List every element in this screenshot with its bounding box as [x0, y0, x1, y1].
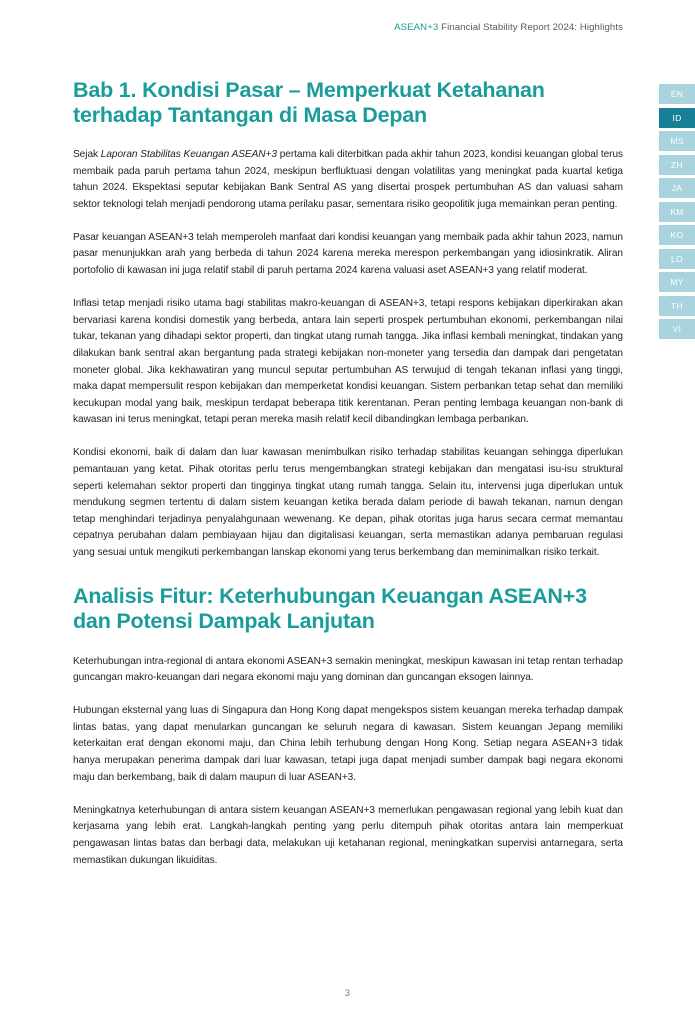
language-tab-ja[interactable]: JA [659, 178, 695, 198]
language-tab-ms[interactable]: MS [659, 131, 695, 151]
language-tabs [659, 84, 695, 339]
section2-paragraph-3: Meningkatnya keterhubungan di antara sistem keuangan ASEAN+3 memerlukan pengawasan regional yang lebih kuat dan kerjasama yang lebih erat. Langkah-langkah penting yang perlu ditempuh pihak otoritas antara lain memperkuat pengawasan lintas batas dan berbagi data, melakukan uji ketahanan regional, meningkatkan supervisi antarnegara, serta memastikan dukungan likuiditas. [73, 804, 623, 866]
section2-paragraph-1: Keterhubungan intra-regional di antara ekonomi ASEAN+3 semakin meningkat, meskipun kawasan ini tetap rentan terhadap guncangan makro-keuangan dari negara ekonomi maju yang dominan dan guncangan eksogen lainnya. [73, 655, 623, 684]
language-tab-lo[interactable]: LO [659, 249, 695, 269]
header-brand: ASEAN+3 [394, 22, 439, 33]
report-title-italic: Laporan Stabilitas Keuangan ASEAN+3 [100, 149, 277, 160]
section1-paragraph-1 [73, 147, 623, 213]
section2-title: Analisis Fitur: Keterhubungan Keuangan ASEAN+3 dan Potensi Dampak Lanjutan [73, 583, 587, 633]
paragraph-lead: Sejak [73, 149, 101, 160]
language-tab-th[interactable]: TH [659, 296, 695, 316]
section1-title: Bab 1. Kondisi Pasar – Memperkuat Ketahanan terhadap Tantangan di Masa Depan [73, 78, 545, 127]
section1-paragraph-2: Pasar keuangan ASEAN+3 telah memperoleh manfaat dari kondisi keuangan yang membaik pada akhir tahun 2023, namun pasar menunjukkan arah yang berbeda di tahun 2024 karena mereka merespon perkembangan yang idiosinkratik. Aliran portofolio di kawasan ini juga relatif stabil di paruh pertama 2024 karena valuasi aset ASEAN+3 yang relatif moderat. [73, 231, 623, 277]
language-tab-km[interactable]: KM [659, 202, 695, 222]
language-tab-ko[interactable]: KO [659, 225, 695, 245]
language-tab-id[interactable]: ID [659, 108, 695, 128]
language-tab-vi[interactable]: VI [659, 319, 695, 339]
running-header [394, 22, 623, 33]
section1-paragraph-3: Inflasi tetap menjadi risiko utama bagi stabilitas makro-keuangan di ASEAN+3, tetapi respons kebijakan diperkirakan akan bervariasi karena kondisi domestik yang berbeda, antara lain seperti prospek pertumbuhan ekonomi, perkembangan nilai tukar, tekanan yang dihadapi sektor properti, dan tingkat utang rumah tangga. Jika inflasi kembali meningkat, tindakan yang dilakukan bank sentral akan bergantung pada strategi kebijakan non-moneter yang tersedia dan dampak dari pengetatan moneter global. Jika kekhawatiran yang muncul seputar pertumbuhan AS terwujud di tengah tekanan inflasi yang tinggi, maka dapat mempersulit respon kebijakan dan memperketat kondisi keuangan. Sistem perbankan tetap sehat dan memiliki kecukupan modal yang baik, meskipun terdapat beberapa titik kerentanan. Peran penting lembaga keuangan non-bank di kawasan ini terus meningkat, tetapi peran mereka masih relatif kecil dibandingkan lembaga perbankan. [73, 298, 623, 426]
section2-paragraph-2: Hubungan eksternal yang luas di Singapura dan Hong Kong dapat mengekspos sistem keuangan mereka terhadap dampak lintas batas, yang dapat menularkan guncangan ke seluruh negara di kawasan. Sistem keuangan Jepang memiliki keterkaitan erat dengan ekonomi maju, dan China lebih terhubung dengan Hong Kong. Setiap negara ASEAN+3 tidak hanya merupakan penerima dampak dari luar kawasan, tetapi juga dapat menjadi sumber dampak bagi negara ekonomi maju dan berkembang, baik di dalam maupun di luar ASEAN+3. [73, 705, 623, 783]
paragraph-rest: pertama kali diterbitkan pada akhir tahun 2023, kondisi keuangan global terus membaik pada paruh pertama tahun 2024, meskipun berfluktuasi dengan volatilitas yang meningkat pada kuartal ketiga tahun 2024. Ekspektasi seputar kebijakan Bank Sentral AS yang disertai prospek pertumbuhan AS dan valuasi saham sektor teknologi telah menjadi pendorong utama perilaku pasar, sementara risiko geopolitik juga memainkan peran penting. [73, 149, 624, 210]
section1-paragraph-4: Kondisi ekonomi, baik di dalam dan luar kawasan menimbulkan risiko terhadap stabilitas keuangan sehingga diperlukan pemantauan yang ketat. Pihak otoritas perlu terus mengembangkan strategi kebijakan dan mengatasi isu-isu struktural seperti kelemahan sektor properti dan tingginya tingkat utang rumah tangga. Selain itu, intervensi juga diperlukan untuk mendukung segmen tertentu di dalam sistem keuangan ketika berada dalam periode di bawah tekanan, namun dengan tetap menghindari terjadinya penyalahgunaan wewenang. Ke depan, pihak otoritas juga harus secara cermat memantau cepatnya perubahan dalam pembiayaan hijau dan digitalisasi keuangan, serta memastikan adanya pembaruan regulasi yang sesuai untuk mengikuti perkembangan lanskap ekonomi yang terus berkembang dan meminimalkan risiko terkait. [73, 447, 623, 558]
page-content [73, 78, 623, 869]
language-tab-en[interactable]: EN [659, 84, 695, 104]
language-tab-zh[interactable]: ZH [659, 155, 695, 175]
page-number: 3 [344, 988, 350, 998]
language-tab-my[interactable]: MY [659, 272, 695, 292]
header-title: Financial Stability Report 2024: Highlights [441, 22, 623, 33]
